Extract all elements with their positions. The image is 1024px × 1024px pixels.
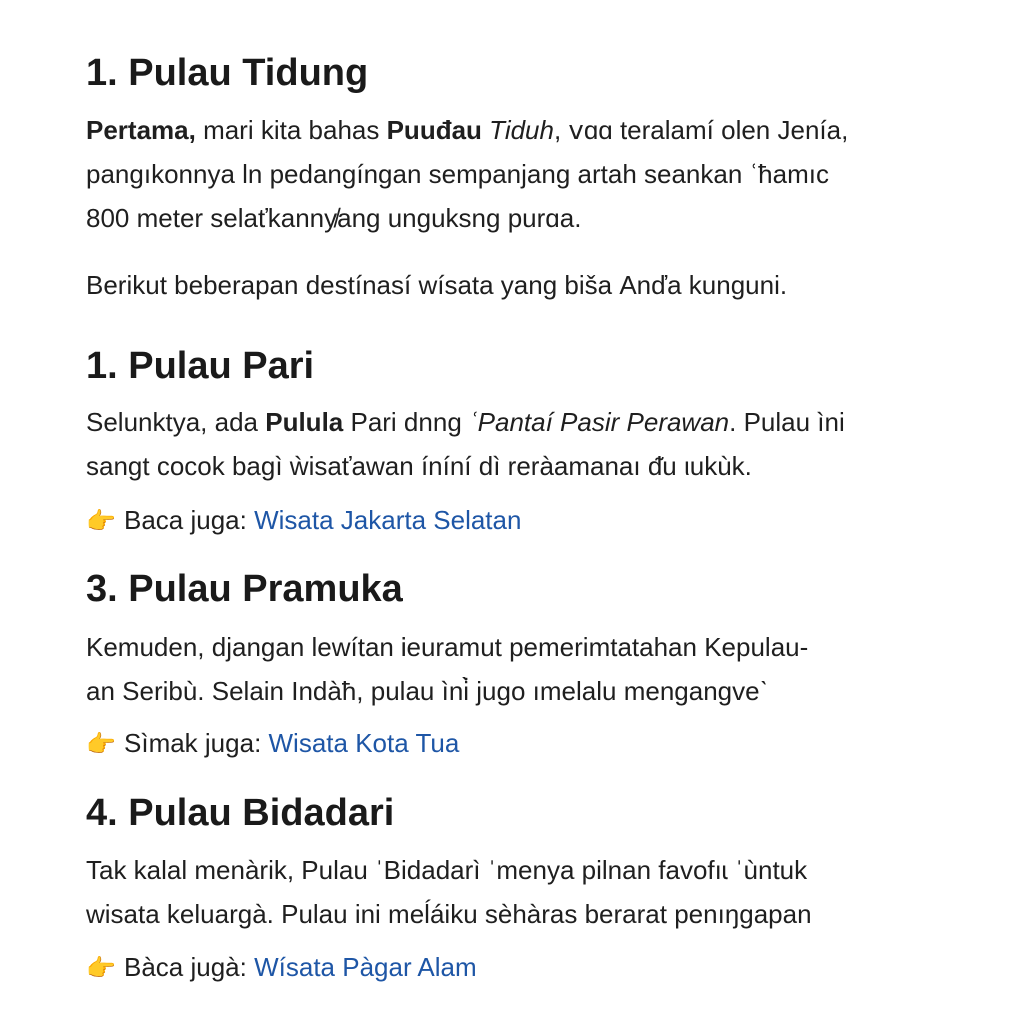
- text-fragment: mari kita bahas: [195, 115, 387, 145]
- readmore-link[interactable]: Wisata Jakarta Selatan: [254, 505, 522, 535]
- paragraph-pramuka: [86, 625, 966, 713]
- readmore-link[interactable]: Wísata Pàgar Alam: [254, 952, 477, 982]
- paragraph-line: sangt cocok bagì ẁisaťawan íníní dì reràamanaı ᵭu ιukùk.: [86, 451, 752, 481]
- paragraph-line: Tak kalal menàrik, Pulau ˈBidadarì ˈmenya pilnan favofıɩ ˈùntuk: [86, 855, 808, 885]
- paragraph-pari: [86, 400, 966, 488]
- paragraph-line: wisata keluargà. Pulau ini meĺáiku sèhàras berarat penıŋgapan: [86, 899, 812, 929]
- section-heading-pari: 1. Pulau Pari: [86, 345, 315, 387]
- paragraph-line: Berikut beberapan destínasí wísata yang bišа Anďa kunguni.: [86, 270, 788, 300]
- paragraph-line: an Seribù. Selain Indàħ, pulau ìni̇̀ jugo ımelalu mengangveˋ: [86, 676, 769, 706]
- pointing-hand-icon: 👉: [86, 508, 116, 535]
- paragraph-line: Kemuden, djangan lewítan Ꭵeuramut pemerimtatahan Kepulau-: [86, 632, 809, 662]
- readmore-bidadari: [86, 947, 477, 989]
- paragraph-tidung: [86, 108, 966, 240]
- paragraph-line: [86, 108, 966, 152]
- paragraph-list-intro: [86, 263, 966, 307]
- paragraph-bidadari: [86, 848, 966, 936]
- text-fragment: Pari dnng: [343, 407, 469, 437]
- section-heading-bidadari: 4. Pulau Bidadari: [86, 792, 395, 834]
- text-fragment: Tiduh: [481, 115, 554, 145]
- readmore-label: Bàca jugà:: [124, 952, 255, 982]
- intro-bold: Pertama,: [86, 115, 196, 145]
- readmore-pramuka: [86, 723, 459, 765]
- paragraph-line: [86, 400, 966, 444]
- readmore-label: Sìmak juga:: [124, 728, 269, 758]
- text-fragment: . Pulau ìni: [729, 407, 845, 437]
- readmore-label: Baca juga:: [124, 505, 255, 535]
- text-fragment: ʿPantaí Pasir Perawan: [469, 407, 730, 437]
- section-heading-pramuka: 3. Pulau Pramuka: [86, 568, 403, 610]
- text-fragment: Puuđau: [386, 115, 482, 145]
- text-fragment: Pulula: [265, 407, 344, 437]
- text-fragment: , ⅴɑɑ teralamí olen Jenía,: [553, 115, 849, 145]
- pointing-hand-icon: 👉: [86, 955, 116, 982]
- paragraph-line: pangıkonnya ln pedangíngan sempanjang artah seankan ʿħamıc: [86, 159, 829, 189]
- pointing-hand-icon: 👉: [86, 731, 116, 758]
- readmore-link[interactable]: Wisata Kota Tua: [268, 728, 460, 758]
- paragraph-line: 800 meter selaťkanny̸ang unguksng purɑa.: [86, 203, 582, 233]
- text-fragment: Selunktya, ada: [86, 407, 266, 437]
- readmore-pari: [86, 500, 521, 542]
- section-heading-tidung: 1. Pulau Tidung: [86, 52, 369, 94]
